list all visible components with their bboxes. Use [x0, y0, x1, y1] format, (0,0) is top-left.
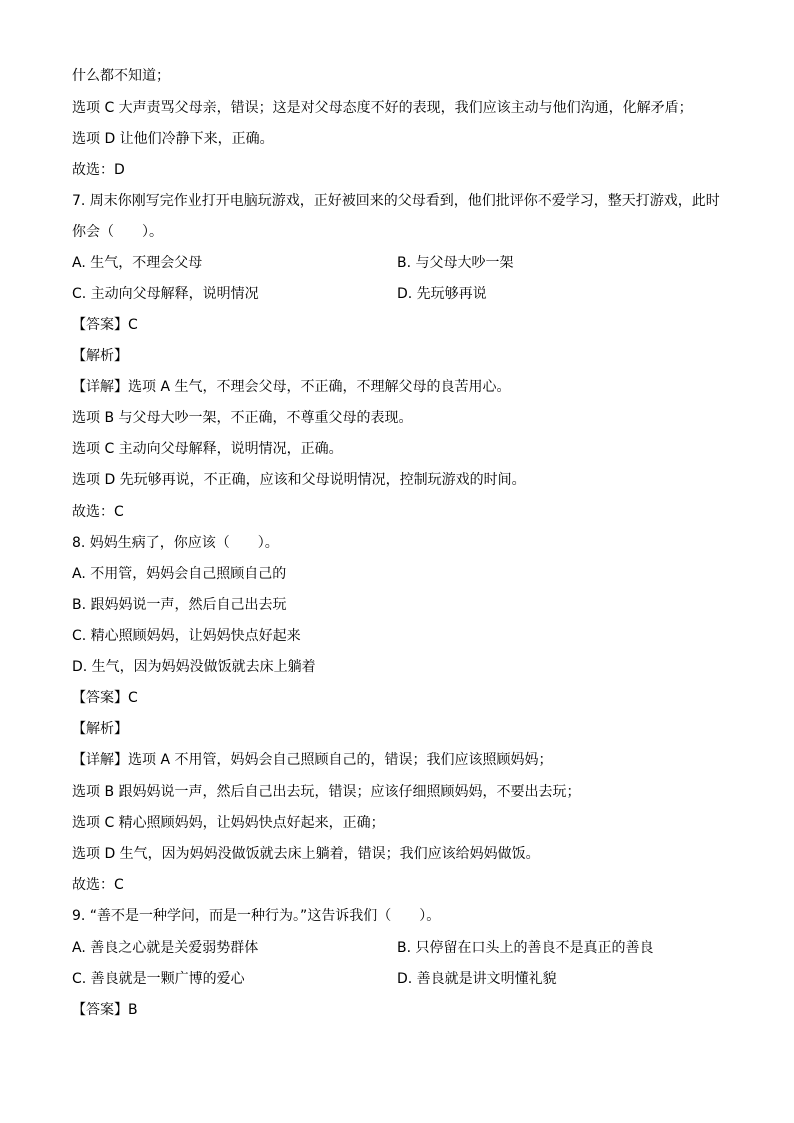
analysis-label: 【解析】: [72, 348, 128, 364]
option-c: C. 善良就是一颗广博的爱心: [72, 971, 245, 987]
answer-choice-line: 故选：C: [72, 877, 124, 893]
answer-label: 【答案】C: [72, 690, 138, 706]
answer-label: 【答案】B: [72, 1002, 138, 1018]
text-line: 选项 B 跟妈妈说一声，然后自己出去玩，错误；应该仔细照顾妈妈，不要出去玩；: [72, 784, 581, 800]
answer-choice-line: 故选：D: [72, 162, 125, 178]
analysis-label: 【解析】: [72, 721, 128, 737]
answer-choice-line: 故选：C: [72, 504, 124, 520]
option-b: B. 只停留在口头上的善良不是真正的善良: [397, 940, 654, 956]
question-7-stem: 7. 周末你刚写完作业打开电脑玩游戏，正好被回来的父母看到，他们批评你不爱学习，整天打游戏，此时: [72, 193, 720, 209]
detail-explanation: 【详解】选项 A 不用管，妈妈会自己照顾自己的，错误；我们应该照顾妈妈；: [72, 752, 553, 768]
text-line: 选项 C 大声责骂父母亲，错误；这是对父母态度不好的表现，我们应该主动与他们沟通，化解矛盾；: [72, 100, 693, 116]
text-line: 什么都不知道；: [72, 68, 170, 84]
option-a: A. 善良之心就是关爱弱势群体: [72, 940, 259, 956]
answer-label: 【答案】C: [72, 317, 138, 333]
text-line: 选项 C 精心照顾妈妈，让妈妈快点好起来，正确；: [72, 815, 385, 831]
question-9-stem: 9. “善不是一种学问，而是一种行为。”这告诉我们（ ）。: [72, 908, 441, 924]
option-b: B. 跟妈妈说一声，然后自己出去玩: [72, 597, 287, 613]
option-a: A. 生气，不理会父母: [72, 255, 203, 271]
option-a: A. 不用管，妈妈会自己照顾自己的: [72, 566, 287, 582]
question-8-stem: 8. 妈妈生病了，你应该（ ）。: [72, 535, 279, 551]
option-d: D. 善良就是讲文明懂礼貌: [397, 971, 557, 987]
text-line: 选项 D 生气，因为妈妈没做饭就去床上躺着，错误；我们应该给妈妈做饭。: [72, 846, 540, 862]
text-line: 选项 B 与父母大吵一架，不正确，不尊重父母的表现。: [72, 410, 413, 426]
question-7-stem-cont: 你会（ ）。: [72, 224, 163, 240]
detail-explanation: 【详解】选项 A 生气，不理会父母，不正确，不理解父母的良苦用心。: [72, 379, 511, 395]
text-line: 选项 D 先玩够再说，不正确，应该和父母说明情况，控制玩游戏的时间。: [72, 472, 526, 488]
option-c: C. 主动向父母解释，说明情况: [72, 286, 259, 302]
option-b: B. 与父母大吵一架: [397, 255, 514, 271]
text-line: 选项 D 让他们冷静下来，正确。: [72, 131, 274, 147]
text-line: 选项 C 主动向父母解释，说明情况，正确。: [72, 441, 343, 457]
option-d: D. 生气，因为妈妈没做饭就去床上躺着: [72, 659, 316, 675]
option-d: D. 先玩够再说: [397, 286, 487, 302]
option-c: C. 精心照顾妈妈，让妈妈快点好起来: [72, 628, 301, 644]
